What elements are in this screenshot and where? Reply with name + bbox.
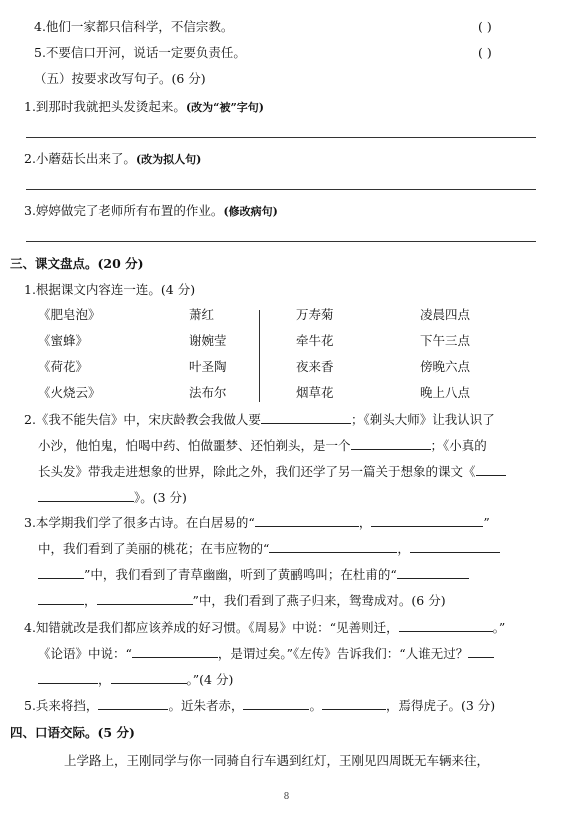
match-flower-3[interactable]: 夜来香 bbox=[296, 359, 334, 374]
q2-line-2 bbox=[38, 437, 487, 454]
q2-text-2a: 小沙，他怕鬼，怕喝中药、怕做噩梦、还怕剃头，是一个 bbox=[38, 438, 351, 453]
q3-blank-2[interactable] bbox=[371, 514, 483, 527]
q2-blank-4[interactable] bbox=[38, 489, 134, 502]
q4-blank-2[interactable] bbox=[132, 645, 218, 658]
match-author-2[interactable]: 谢婉莹 bbox=[189, 333, 227, 348]
match-title-4[interactable]: 《火烧云》 bbox=[38, 385, 101, 400]
q3-line-1 bbox=[24, 514, 490, 531]
q4-text-2b: ，是谓过矣。”《左传》告诉我们：“人谁无过？ bbox=[217, 646, 469, 661]
q3-text-4a: ， bbox=[84, 593, 97, 608]
rewrite-item-1-note: (改为“被”字句) bbox=[185, 101, 265, 114]
page-number: 8 bbox=[283, 792, 290, 802]
match-flower-1[interactable]: 万寿菊 bbox=[296, 307, 334, 322]
q4-line-3 bbox=[38, 671, 233, 688]
rewrite-item-3-note: (修改病句) bbox=[223, 205, 278, 218]
q2-line-3 bbox=[38, 463, 506, 480]
q2-line-4 bbox=[38, 489, 187, 506]
rewrite-item-1-text: 1.到那时我就把头发烫起来。 bbox=[24, 99, 186, 114]
match-flower-2[interactable]: 牵牛花 bbox=[296, 333, 334, 348]
q5-text-c: 。 bbox=[309, 698, 322, 713]
q5-blank-1[interactable] bbox=[98, 697, 168, 710]
q4-blank-1[interactable] bbox=[399, 619, 493, 632]
q5-text-d: ，焉得虎子。(3 分) bbox=[385, 698, 496, 713]
q5-text-a: 5.兵来将挡， bbox=[24, 698, 99, 713]
q4-blank-3[interactable] bbox=[468, 645, 494, 658]
rewrite-item-2-note: (改为拟人句) bbox=[135, 153, 202, 166]
q2-blank-2[interactable] bbox=[351, 437, 431, 450]
match-title-3[interactable]: 《荷花》 bbox=[38, 359, 89, 374]
q2-text-1b: ；《剃头大师》让我认识了 bbox=[350, 412, 495, 427]
match-title-1[interactable]: 《肥皂泡》 bbox=[38, 307, 101, 322]
q3-blank-6[interactable] bbox=[397, 566, 469, 579]
match-author-3[interactable]: 叶圣陶 bbox=[189, 359, 227, 374]
q3-blank-8[interactable] bbox=[97, 592, 193, 605]
match-time-3[interactable]: 傍晚六点 bbox=[420, 359, 471, 374]
q5-blank-3[interactable] bbox=[322, 697, 386, 710]
q3-line-3 bbox=[38, 566, 469, 583]
q3-text-1c: ” bbox=[483, 515, 490, 530]
q3-text-2a: 中，我们看到了美丽的桃花；在韦应物的“ bbox=[38, 541, 270, 556]
matching-divider bbox=[259, 310, 260, 402]
q3-blank-7[interactable] bbox=[38, 592, 84, 605]
rewrite-item-3-text: 3.婷婷做完了老师所有布置的作业。 bbox=[24, 203, 224, 218]
q4-text-3a: ， bbox=[98, 672, 111, 687]
rewrite-item-2-text: 2.小蘑菇长出来了。 bbox=[24, 151, 136, 166]
rewrite-item-3 bbox=[24, 203, 278, 220]
match-time-4[interactable]: 晚上八点 bbox=[420, 385, 471, 400]
q3-blank-4[interactable] bbox=[410, 540, 500, 553]
q4-line-2 bbox=[38, 645, 494, 662]
answer-line-2[interactable] bbox=[26, 189, 536, 190]
q3-text-4b: ”中，我们看到了燕子归来，鸳鸯成对。(6 分) bbox=[192, 593, 446, 608]
q4-blank-5[interactable] bbox=[111, 671, 187, 684]
q4-text-3b: 。”(4 分) bbox=[186, 672, 234, 687]
q5-blank-2[interactable] bbox=[243, 697, 309, 710]
q2-text-4a: 》。(3 分) bbox=[134, 490, 187, 505]
answer-line-1[interactable] bbox=[26, 137, 536, 138]
q3-blank-1[interactable] bbox=[255, 514, 359, 527]
tf-item-4: 4.他们一家都只信科学，不信宗教。 bbox=[34, 19, 234, 34]
q2-text-1a: 2.《我不能失信》中，宋庆龄教会我做人要 bbox=[24, 412, 261, 427]
match-flower-4[interactable]: 烟草花 bbox=[296, 385, 334, 400]
q3-text-1b: ， bbox=[358, 515, 372, 530]
q2-line-1 bbox=[24, 411, 495, 428]
q3-text-1a: 3.本学期我们学了很多古诗。在白居易的“ bbox=[24, 515, 255, 530]
answer-line-3[interactable] bbox=[26, 241, 536, 242]
rewrite-item-1 bbox=[24, 99, 264, 116]
tf-answer-paren-5[interactable]: ( ) bbox=[478, 45, 492, 60]
q3-line-4 bbox=[38, 592, 446, 609]
q5-line bbox=[24, 697, 495, 714]
q3-text-2b: ， bbox=[397, 541, 410, 556]
section-four-title: 四、口语交际。(5 分) bbox=[10, 725, 135, 740]
q5-text-b: 。近朱者赤， bbox=[168, 698, 244, 713]
q2-text-3a: 长头发》带我走进想象的世界，除此之外，我们还学了另一篇关于想象的课文《 bbox=[38, 464, 476, 479]
q4-text-1a: 4.知错就改是我们都应该养成的好习惯。《周易》中说：“见善则迁， bbox=[24, 620, 399, 635]
q3-text-3a: ”中，我们看到了青草幽幽，听到了黄鹂鸣叫；在杜甫的“ bbox=[84, 567, 397, 582]
section-five-header: （五）按要求改写句子。(6 分) bbox=[34, 71, 206, 86]
q3-line-2 bbox=[38, 540, 500, 557]
q4-text-1b: 。” bbox=[492, 620, 506, 635]
q2-blank-1[interactable] bbox=[261, 411, 351, 424]
tf-item-5: 5.不要信口开河，说话一定要负责任。 bbox=[34, 45, 246, 60]
matching-question-title: 1.根据课文内容连一连。(4 分) bbox=[24, 282, 196, 297]
oral-paragraph: 上学路上，王刚同学与你一同骑自行车遇到红灯，王刚见四周既无车辆来往， bbox=[64, 753, 490, 768]
match-author-1[interactable]: 萧红 bbox=[189, 307, 215, 322]
rewrite-item-2 bbox=[24, 151, 201, 168]
q2-text-2b: ；《小真的 bbox=[430, 438, 487, 453]
q2-blank-3[interactable] bbox=[476, 463, 506, 476]
q3-blank-3[interactable] bbox=[269, 540, 397, 553]
tf-answer-paren-4[interactable]: ( ) bbox=[478, 19, 492, 34]
match-title-2[interactable]: 《蜜蜂》 bbox=[38, 333, 89, 348]
match-time-1[interactable]: 凌晨四点 bbox=[420, 307, 471, 322]
q4-line-1 bbox=[24, 619, 505, 636]
section-three-title: 三、课文盘点。(20 分) bbox=[10, 256, 144, 271]
match-author-4[interactable]: 法布尔 bbox=[189, 385, 227, 400]
q4-text-2a: 《论语》中说：“ bbox=[38, 646, 132, 661]
q3-blank-5[interactable] bbox=[38, 566, 84, 579]
q4-blank-4[interactable] bbox=[38, 671, 98, 684]
match-time-2[interactable]: 下午三点 bbox=[420, 333, 471, 348]
